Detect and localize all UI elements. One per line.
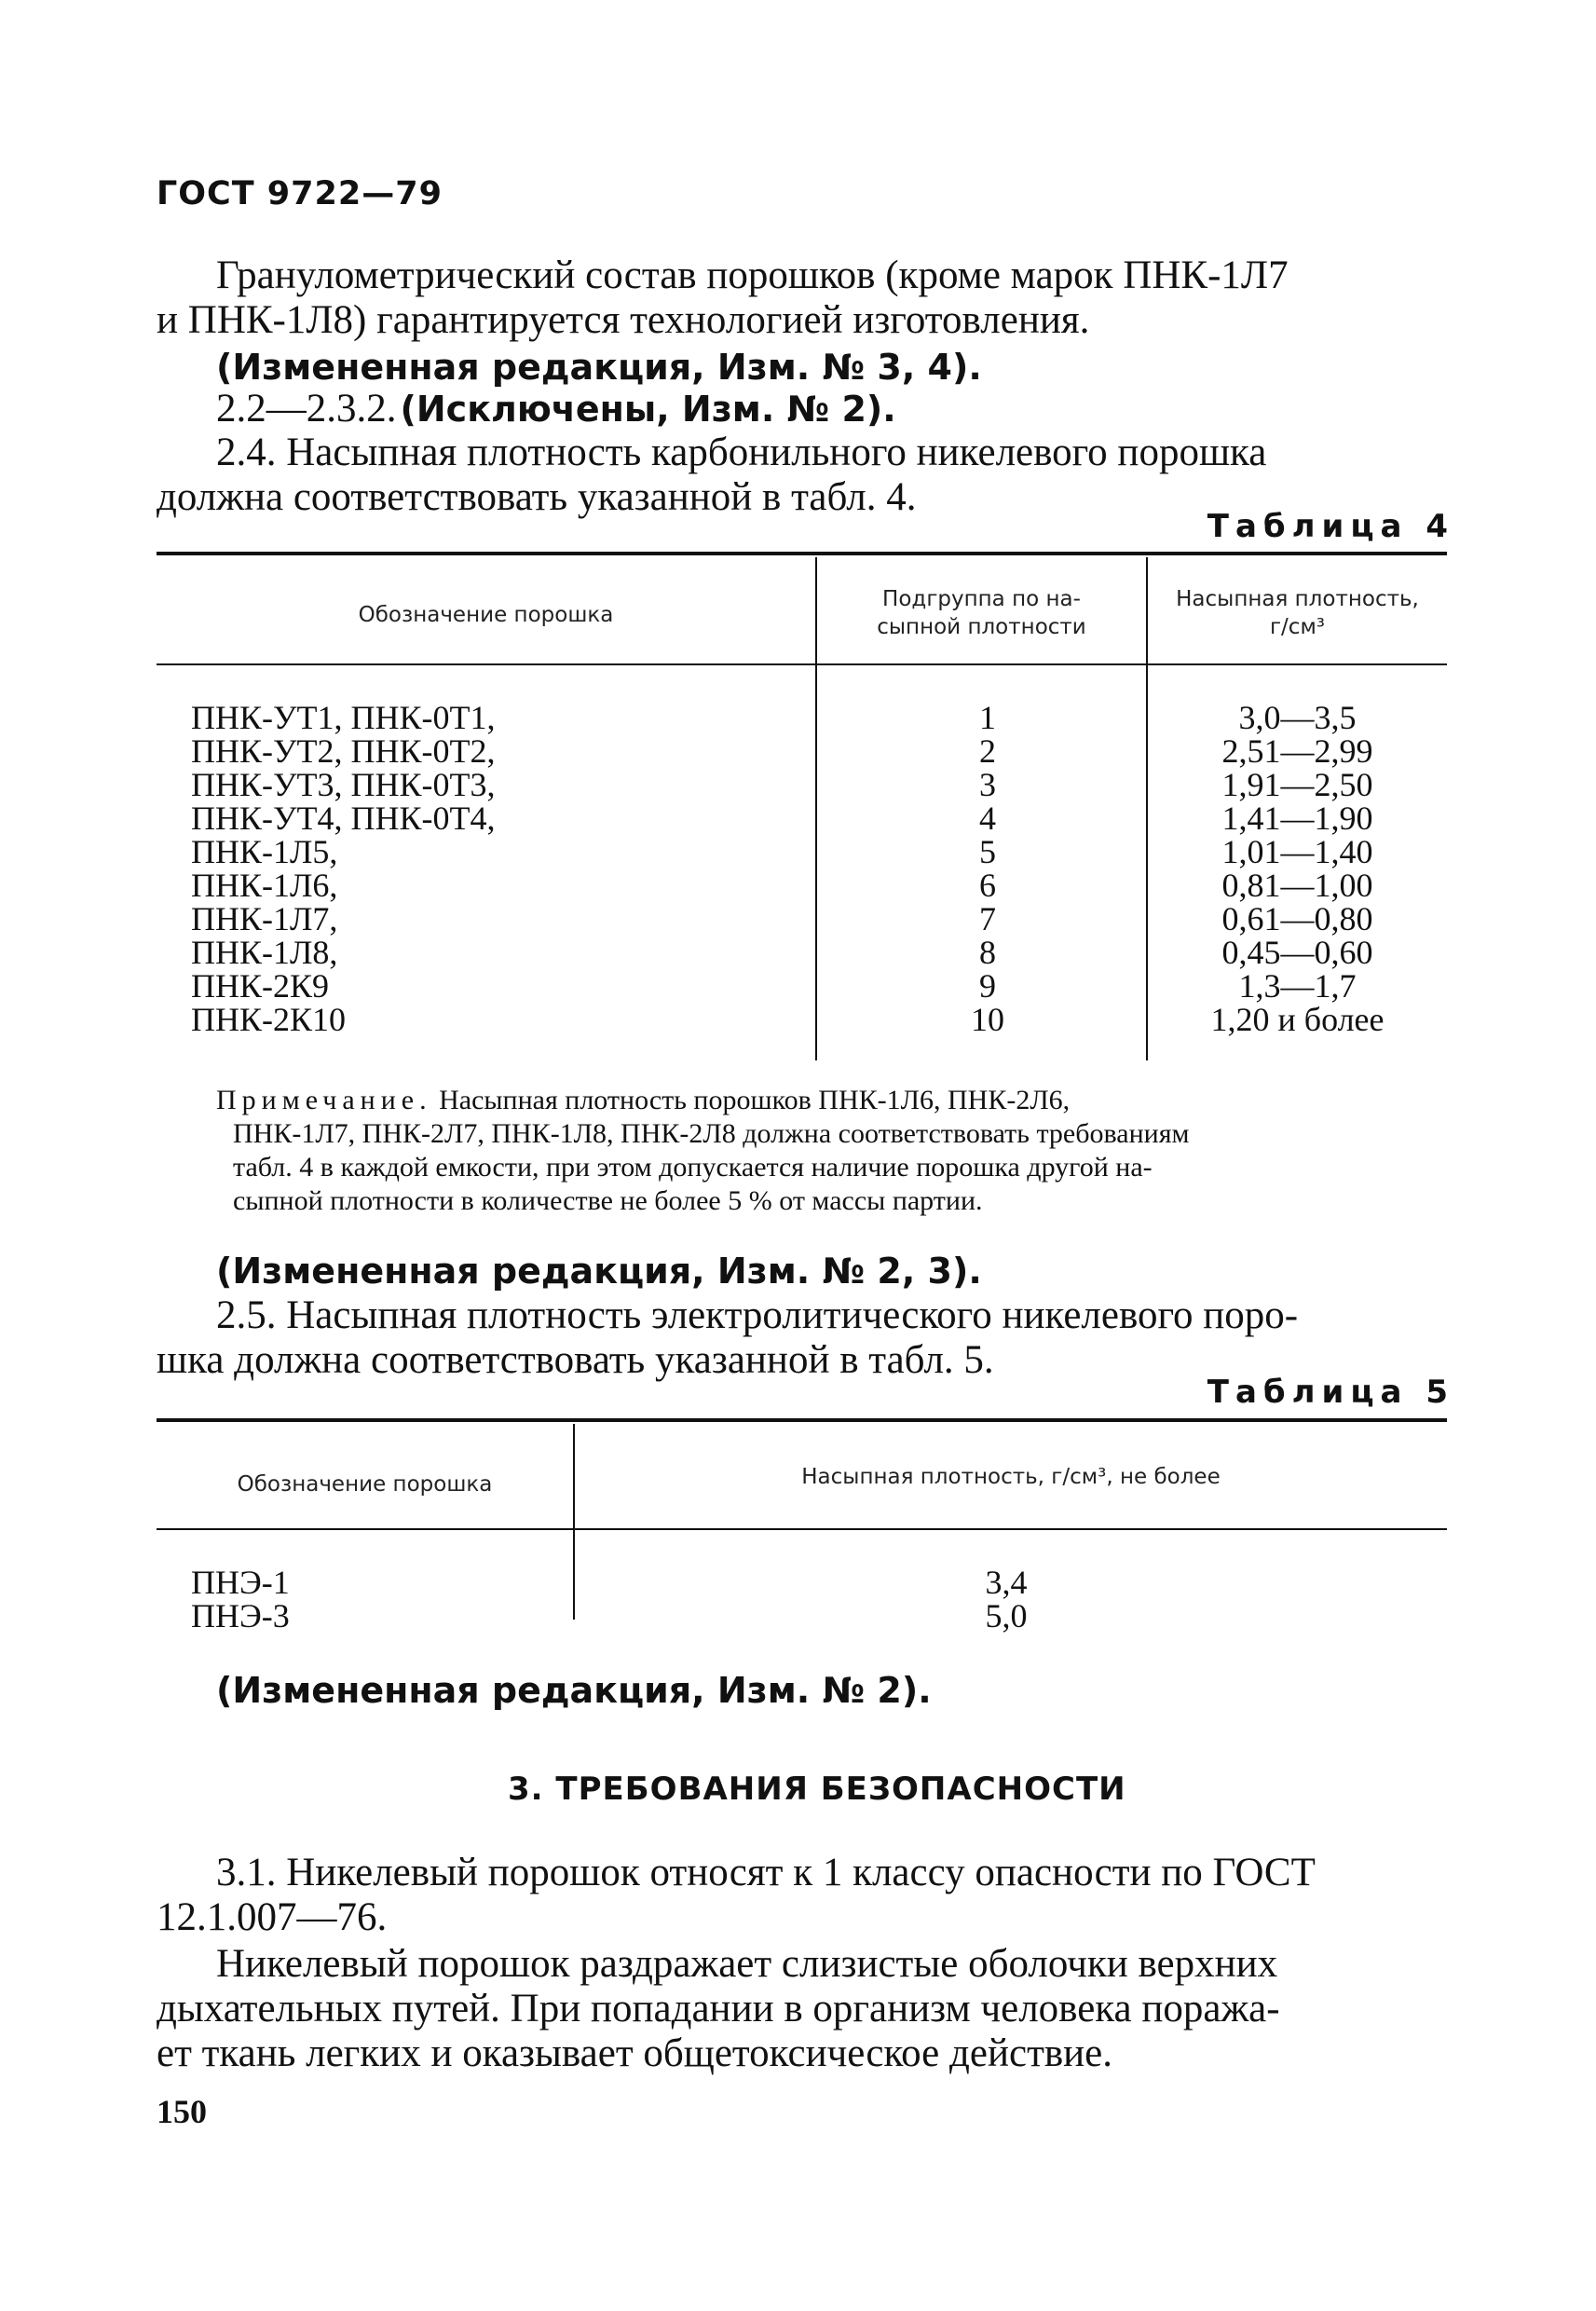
hazard-paragraph-line-1: Никелевый порошок раздражает слизистые оболочки верхних <box>216 1942 1278 1986</box>
note-line-4: сыпной плотности в количестве не более 5 % от массы партии. <box>233 1185 983 1216</box>
table-row: 0,81—1,00 <box>1221 867 1373 904</box>
table-5-header-designation: Обозначение порошка <box>237 1472 493 1497</box>
section-3-title: 3. ТРЕБОВАНИЯ БЕЗОПАСНОСТИ <box>508 1771 1126 1808</box>
hazard-paragraph-line-3: ет ткань легких и оказывает общетоксическое действие. <box>157 2031 1113 2075</box>
table-row: 1,91—2,50 <box>1221 766 1373 803</box>
table-4-header-designation: Обозначение порошка <box>358 603 614 627</box>
note-line-3: табл. 4 в каждой емкости, при этом допускается наличие порошка другой на- <box>233 1152 1153 1183</box>
hazard-paragraph-line-2: дыхательных путей. При попадании в организм человека поража- <box>157 1987 1280 2031</box>
table-row: 9 <box>979 967 996 1005</box>
table-row: ПНК-1Л8, <box>191 934 338 971</box>
table-row: ПНК-1Л6, <box>191 867 338 904</box>
table-5-top-rule <box>157 1418 1447 1422</box>
table-4-column-designation <box>191 701 495 1036</box>
table-4-header-density <box>1148 585 1447 641</box>
page-number: 150 <box>157 2093 207 2130</box>
header-line: г/см³ <box>1269 615 1326 639</box>
table-row: 1,01—1,40 <box>1221 833 1373 870</box>
document-id: ГОСТ 9722—79 <box>157 175 443 212</box>
table-4-top-rule <box>157 552 1447 555</box>
table-row: 3 <box>979 766 996 803</box>
clause-2-2-excluded: (Исключены, Изм. № 2). <box>400 389 896 430</box>
clause-3-1-line-1: 3.1. Никелевый порошок относят к 1 классу опасности по ГОСТ <box>216 1851 1316 1894</box>
table-4-column-density <box>1148 701 1447 1036</box>
table-row: ПНК-УТ1, ПНК-0Т1, <box>191 699 496 736</box>
table-row: ПНК-2К10 <box>191 1001 347 1038</box>
intro-line-2: и ПНК-1Л8) гарантируется технологией изготовления. <box>157 298 1090 342</box>
clause-2-2-number: 2.2—2.3.2. <box>216 387 397 431</box>
table-4-column-subgroup <box>913 701 1062 1036</box>
table-row: 1,20 и более <box>1210 1001 1385 1038</box>
table-5-column-designation <box>191 1566 290 1633</box>
table-5-column-density <box>932 1566 1081 1633</box>
table-row: 6 <box>979 867 996 904</box>
table-row: 3,0—3,5 <box>1238 699 1357 736</box>
table-row: ПНК-2К9 <box>191 967 330 1005</box>
note-line-1 <box>216 1085 1070 1116</box>
header-line: Подгруппа по на- <box>882 587 1081 611</box>
note-label: Примечание. <box>216 1085 432 1115</box>
amendment-note-1: (Измененная редакция, Изм. № 3, 4). <box>216 347 982 388</box>
table-row: 2 <box>979 732 996 770</box>
table-row: 5,0 <box>985 1597 1028 1634</box>
note-text-1: Насыпная плотность порошков ПНК-1Л6, ПНК-2Л6, <box>439 1085 1071 1115</box>
table-row: 5 <box>979 833 996 870</box>
header-line: Насыпная плотность, <box>1176 587 1419 611</box>
table-row: 2,51—2,99 <box>1221 732 1373 770</box>
note-line-2: ПНК-1Л7, ПНК-2Л7, ПНК-1Л8, ПНК-2Л8 должна соответствовать требованиям <box>233 1118 1190 1149</box>
table-row: ПНЭ-3 <box>191 1597 290 1634</box>
clause-2-4-line-1: 2.4. Насыпная плотность карбонильного никелевого порошка <box>216 431 1267 474</box>
table-row: 7 <box>979 900 996 937</box>
header-line: сыпной плотности <box>877 615 1086 639</box>
table-row: ПНК-1Л7, <box>191 900 338 937</box>
table-row: ПНЭ-1 <box>191 1564 290 1601</box>
clause-3-1-line-2: 12.1.007—76. <box>157 1895 388 1939</box>
clause-2-5-line-1: 2.5. Насыпная плотность электролитического никелевого поро- <box>216 1293 1299 1337</box>
table-row: 10 <box>971 1001 1004 1038</box>
table-row: ПНК-УТ3, ПНК-0Т3, <box>191 766 496 803</box>
intro-line-1: Гранулометрический состав порошков (кроме марок ПНК-1Л7 <box>216 253 1289 297</box>
table-row: ПНК-1Л5, <box>191 833 338 870</box>
table-4-header-rule <box>157 663 1447 665</box>
table-row: 0,45—0,60 <box>1221 934 1373 971</box>
table-row: 4 <box>979 800 996 837</box>
table-row: 3,4 <box>985 1564 1028 1601</box>
table-5-header-rule <box>157 1528 1447 1530</box>
clause-2-2 <box>216 387 896 431</box>
table-row: 1,3—1,7 <box>1238 967 1357 1005</box>
table-5-caption: Таблица 5 <box>1207 1374 1454 1411</box>
table-4-caption: Таблица 4 <box>1207 508 1454 545</box>
clause-2-5-line-2: шка должна соответствовать указанной в табл. 5. <box>157 1338 994 1382</box>
table-row: ПНК-УТ2, ПНК-0Т2, <box>191 732 496 770</box>
table-row: 1 <box>979 699 996 736</box>
amendment-note-2: (Измененная редакция, Изм. № 2, 3). <box>216 1251 982 1292</box>
table-row: 0,61—0,80 <box>1221 900 1373 937</box>
table-4-header-subgroup <box>817 585 1146 641</box>
table-row: 8 <box>979 934 996 971</box>
table-5-header-density: Насыпная плотность, г/см³, не более <box>801 1465 1221 1489</box>
table-row: 1,41—1,90 <box>1221 800 1373 837</box>
amendment-note-3: (Измененная редакция, Изм. № 2). <box>216 1670 932 1711</box>
table-row: ПНК-УТ4, ПНК-0Т4, <box>191 800 496 837</box>
table-5-col-divider <box>573 1424 575 1620</box>
clause-2-4-line-2: должна соответствовать указанной в табл. 4. <box>157 475 917 519</box>
